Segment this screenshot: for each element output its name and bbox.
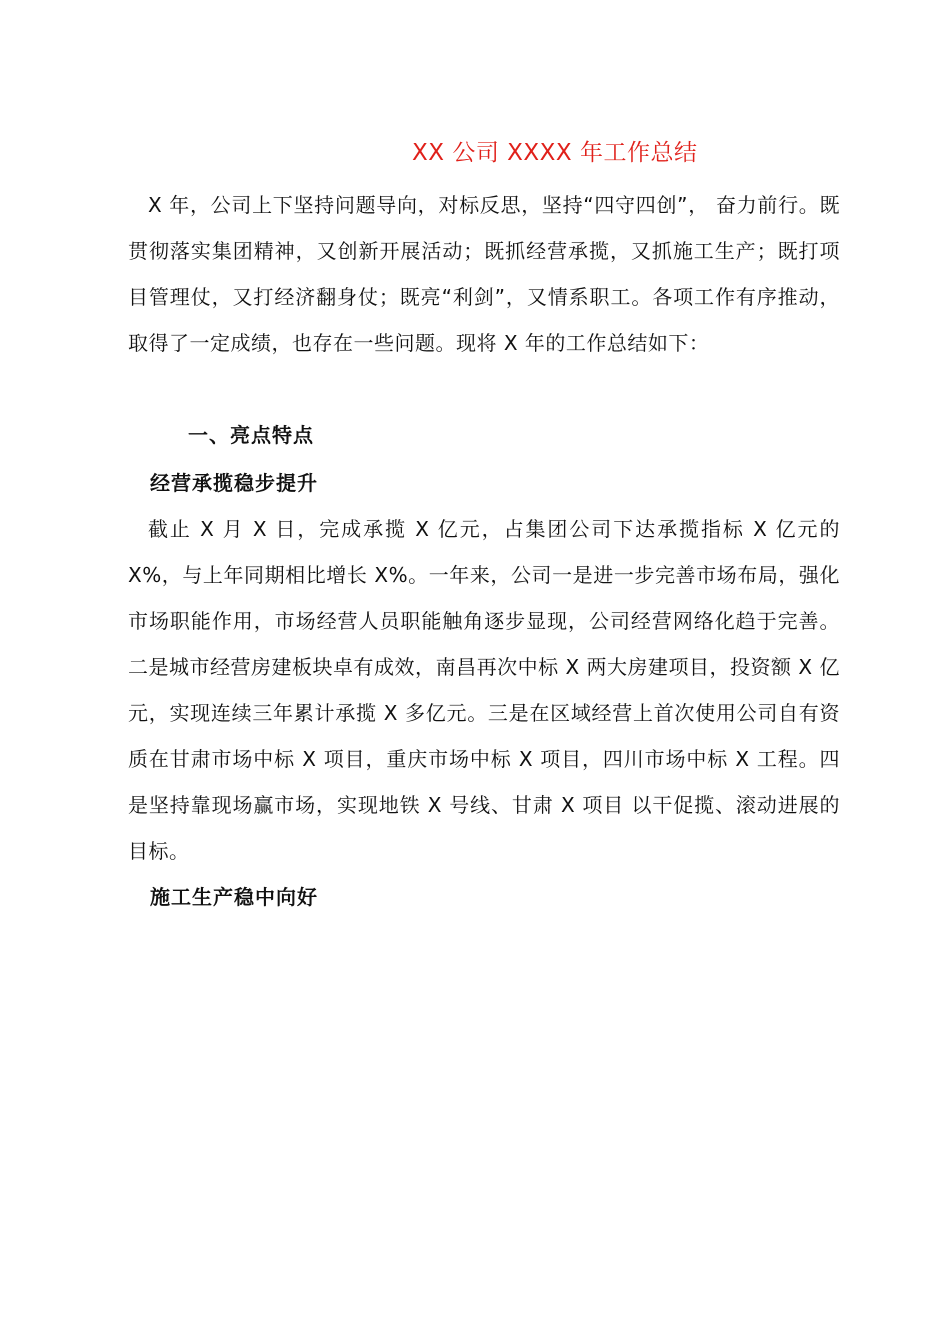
document-title: XX 公司 XXXX 年工作总结 [412, 140, 698, 166]
subsection-heading-construction: 施工生产稳中向好 [150, 885, 318, 909]
intro-paragraph: X 年，公司上下坚持问题导向，对标反思，坚持“四守四创”， 奋力前行。既贯彻落实集团精神，又创新开展活动；既抓经营承揽，又抓施工生产；既打项目管理仗，又打经济翻身仗；既亮“利剑”，又情系职工。各项工作有序推动，取得了一定成绩，也存在一些问题。现将 X 年的工作总结如下： [128, 193, 840, 355]
subsection-heading-business: 经营承揽稳步提升 [150, 471, 318, 495]
section-heading-highlights: 一、亮点特点 [188, 423, 314, 447]
business-paragraph: 截止 X 月 X 日，完成承揽 X 亿元，占集团公司下达承揽指标 X 亿元的 X%，与上年同期相比增长 X%。一年来，公司一是进一步完善市场布局，强化市场职能作用，市场经营人员职能触角逐步显现，公司经营网络化趋于完善。二是城市经营房建板块卓有成效，南昌再次中标 X 两大房建项目，投资额 X 亿元，实现连续三年累计承揽 X 多亿元。三是在区域经营上首次使用公司自有资质在甘肃市场中标 X 项目，重庆市场中标 X 项目，四川市场中标 X 工程。四是坚持靠现场赢市场，实现地铁 X 号线、甘肃 X 项目 以干促揽、滚动进展的目标。 [128, 517, 840, 863]
